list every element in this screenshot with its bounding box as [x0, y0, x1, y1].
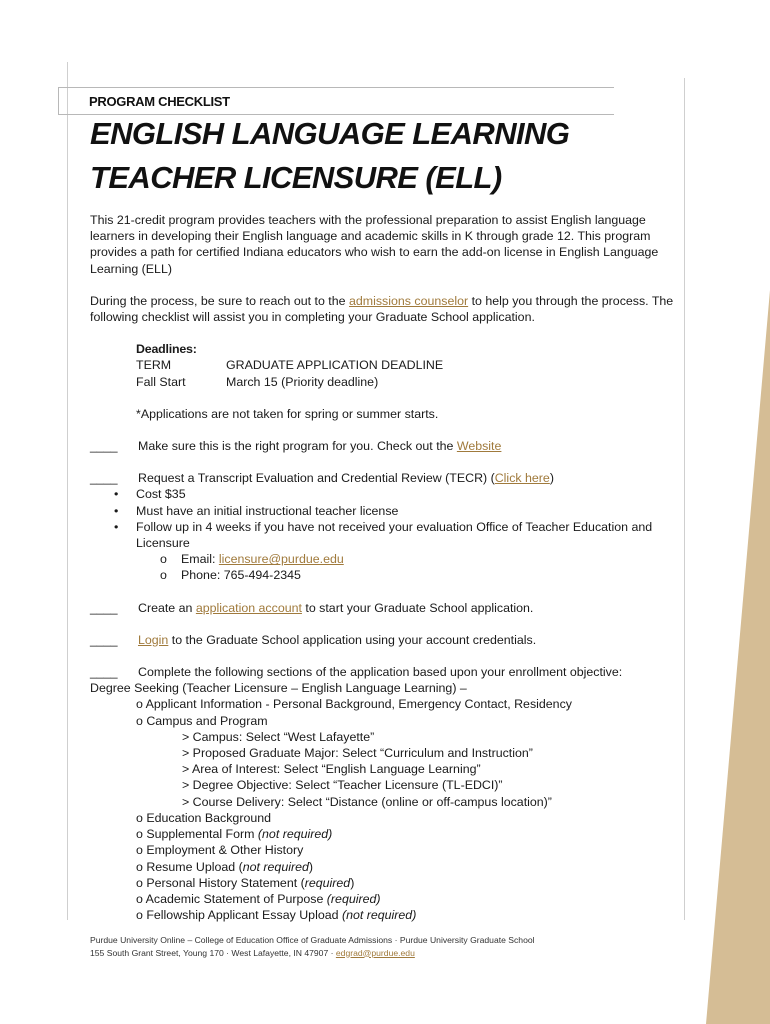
bullet-cost: • Cost $35: [90, 486, 680, 502]
task-5-text: Complete the following sections of the application based upon your enrollment objective:: [138, 665, 623, 680]
resume-label: o Resume Upload (: [136, 859, 243, 874]
resume-close: ): [308, 859, 314, 874]
title-line-2: TEACHER LICENSURE (ELL): [90, 160, 502, 195]
task-3-before: Create an: [138, 600, 196, 615]
checklist-blank: ____: [90, 471, 118, 486]
fellowship-label: o Fellowship Applicant Essay Upload: [136, 908, 342, 923]
edgrad-email-link[interactable]: edgrad@purdue.edu: [335, 947, 415, 958]
email-label: Email:: [181, 552, 219, 567]
campus-selection: > Campus: Select “West Lafayette”: [182, 729, 375, 744]
resume-note: not required: [242, 859, 309, 874]
application-account-link[interactable]: application account: [195, 600, 302, 615]
checklist-blank: ____: [90, 665, 118, 680]
tecr-click-here-link[interactable]: Click here: [494, 471, 550, 486]
deadlines-row: [136, 374, 680, 390]
deadline-header: GRADUATE APPLICATION DEADLINE: [226, 358, 444, 373]
checklist-item-program: [90, 438, 680, 454]
section-applicant-info: o Applicant Information - Personal Background, Emergency Contact, Residency: [136, 697, 572, 712]
contact-list: [136, 551, 680, 583]
section-personal-history: [90, 875, 680, 891]
tecr-bullet-list: [90, 486, 680, 583]
deadlines-block: [136, 341, 680, 422]
term-header: TERM: [136, 358, 172, 373]
footer-line-1: Purdue University Online – College of Education Office of Graduate Admissions · Purdue University Graduate School: [90, 935, 535, 945]
checklist-blank: ____: [90, 600, 118, 615]
personal-close: ): [350, 875, 355, 890]
checklist-item-sections: [90, 664, 680, 923]
major-selection: > Proposed Graduate Major: Select “Curriculum and Instruction”: [182, 746, 533, 761]
page-title: [90, 112, 670, 200]
checklist-blank: ____: [90, 439, 118, 454]
enrollment-objective: Degree Seeking (Teacher Licensure – English Language Learning) –: [90, 681, 467, 696]
personal-note: required: [304, 875, 351, 890]
checklist-item-login: [90, 632, 680, 648]
section-academic-statement: [90, 891, 680, 907]
process-text-after: to help you through the process. The following checklist will assist you in completing your Graduate School application.: [90, 293, 674, 325]
deadline-value: March 15 (Priority deadline): [226, 374, 379, 389]
section-resume: [90, 859, 680, 875]
program-checklist-label: PROGRAM CHECKLIST: [89, 94, 230, 109]
checklist-item-account: [90, 600, 680, 616]
document-body: [90, 212, 680, 923]
academic-note: (required): [326, 891, 381, 906]
term-value: Fall Start: [136, 374, 186, 389]
footer-line-2: [90, 947, 650, 960]
followup-text: Follow up in 4 weeks if you have not received your evaluation Office of Teacher Education and Licensure: [136, 519, 653, 551]
supplemental-label: o Supplemental Form: [136, 827, 258, 842]
checklist-item-tecr: [90, 470, 680, 583]
deadlines-heading: Deadlines:: [136, 342, 197, 357]
section-employment: o Employment & Other History: [136, 843, 304, 858]
fellowship-note: (not required): [341, 908, 417, 923]
task-2-text: Request a Transcript Evaluation and Credential Review (TECR) (: [138, 471, 495, 486]
licensure-email-link[interactable]: licensure@purdue.edu: [218, 552, 344, 567]
objective-selection: > Degree Objective: Select “Teacher Licensure (TL-EDCI)”: [182, 778, 503, 793]
supplemental-note: (not required): [257, 827, 333, 842]
process-text-before: During the process, be sure to reach out to the: [90, 293, 349, 308]
deadlines-note: *Applications are not taken for spring or summer starts.: [136, 406, 439, 421]
section-education: o Education Background: [136, 810, 272, 825]
section-fellowship-essay: [90, 907, 680, 923]
interest-selection: > Area of Interest: Select “English Language Learning”: [182, 762, 481, 777]
login-link[interactable]: Login: [138, 632, 169, 647]
section-supplemental: [90, 826, 680, 842]
right-margin-rule: [684, 78, 685, 920]
website-link[interactable]: Website: [456, 439, 502, 454]
admissions-counselor-link[interactable]: admissions counselor: [348, 293, 469, 308]
checklist-blank: ____: [90, 632, 118, 647]
bullet-followup: [90, 519, 680, 584]
delivery-selection: > Course Delivery: Select “Distance (online or off-campus location)”: [182, 794, 552, 809]
task-4-after: to the Graduate School application using your account credentials.: [168, 632, 537, 647]
deadlines-header-row: [136, 357, 680, 373]
contact-phone: o Phone: 765-494-2345: [136, 567, 680, 583]
section-campus-program: o Campus and Program: [136, 713, 268, 728]
page-footer: [90, 934, 650, 959]
personal-label: o Personal History Statement (: [136, 875, 305, 890]
academic-label: o Academic Statement of Purpose: [136, 891, 327, 906]
title-line-1: ENGLISH LANGUAGE LEARNING: [90, 116, 570, 151]
footer-address: 155 South Grant Street, Young 170 · West Lafayette, IN 47907 ·: [90, 947, 336, 958]
contact-email: [136, 551, 680, 567]
bullet-license: • Must have an initial instructional teacher license: [90, 503, 680, 519]
task-1-text: Make sure this is the right program for you. Check out the: [138, 439, 457, 454]
program-checklist-tab: [58, 87, 614, 115]
task-3-after: to start your Graduate School application.: [301, 600, 534, 615]
left-margin-rule: [67, 62, 68, 920]
task-2-close: ): [549, 471, 554, 486]
intro-paragraph: This 21-credit program provides teachers with the professional preparation to assist English language learners in developing their English language and academic skills in K through grade 12. This program provides a path for certified Indiana educators who wish to earn the add-on license in English Language Learning (ELL): [90, 213, 659, 276]
process-paragraph: [90, 293, 680, 325]
